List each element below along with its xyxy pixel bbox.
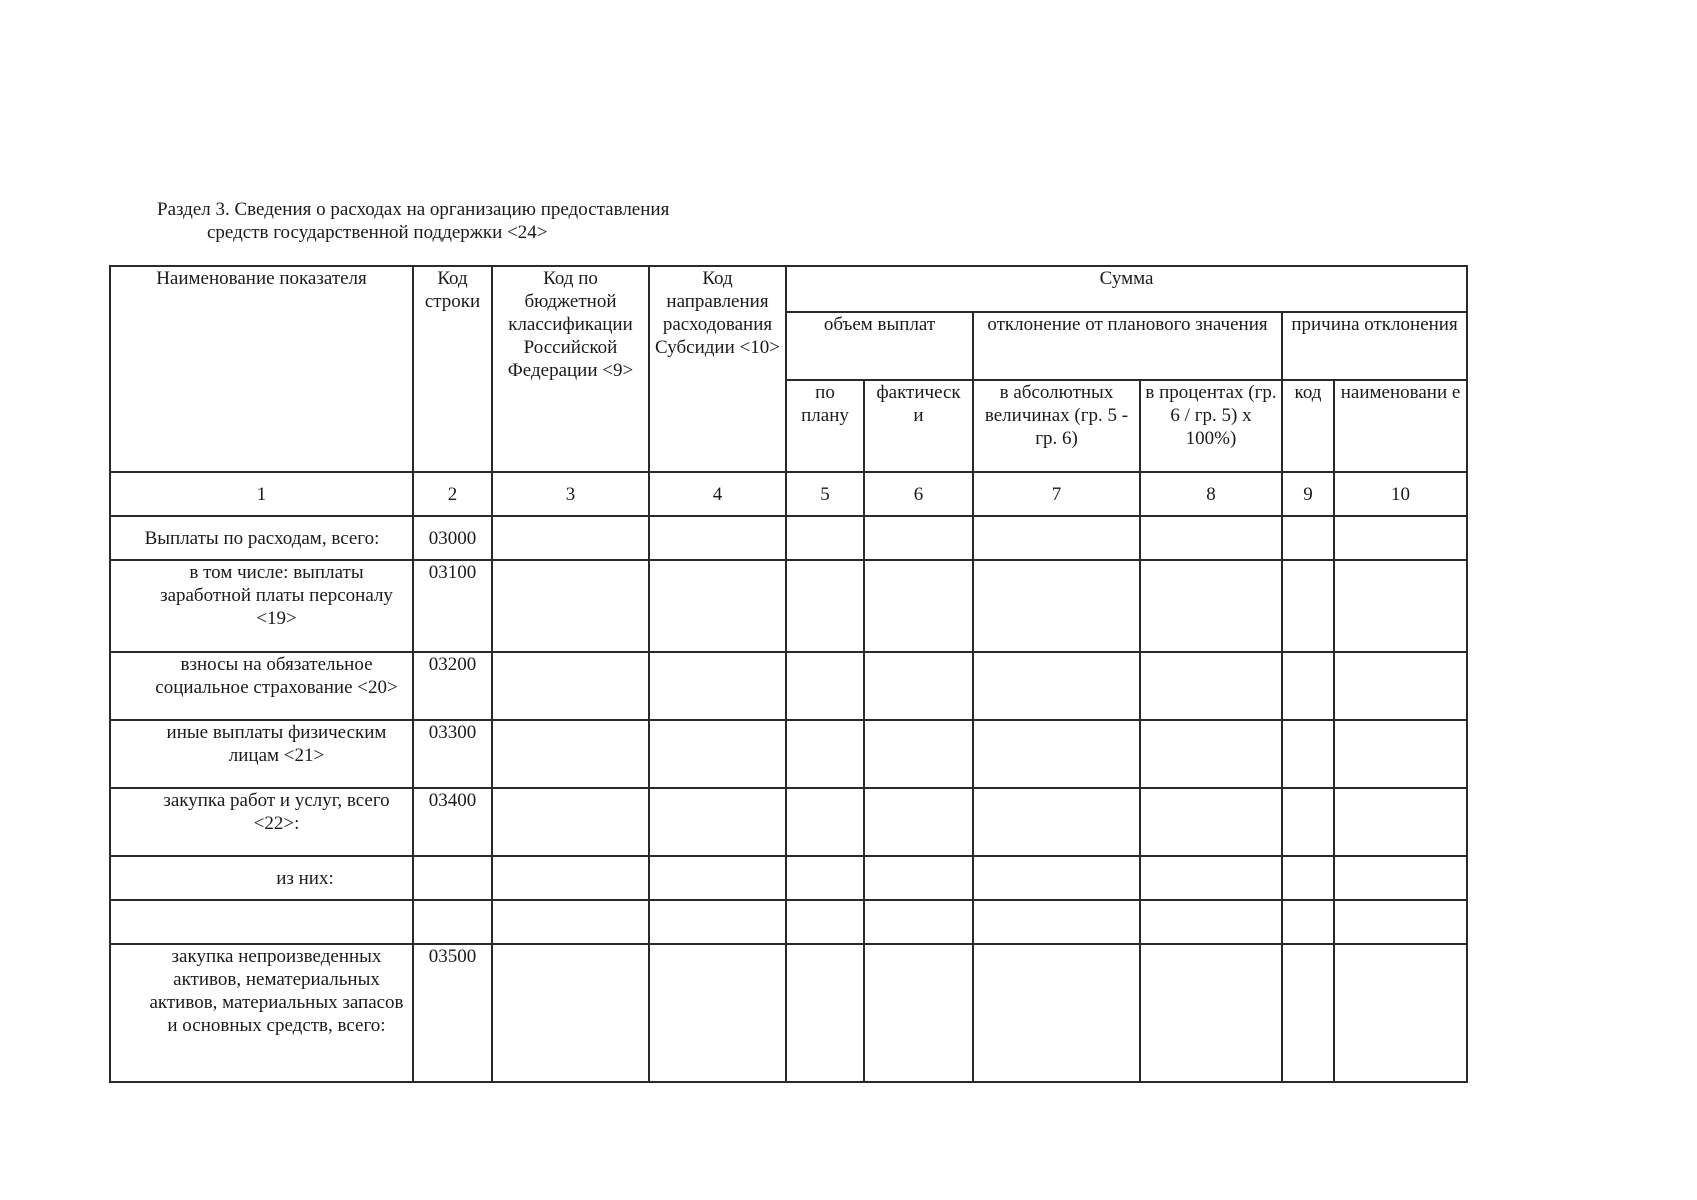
row-code	[413, 900, 492, 944]
data-cell	[864, 560, 973, 652]
data-cell	[864, 900, 973, 944]
header-absolute: в абсолютных величинах (гр. 5 - гр. 6)	[973, 380, 1140, 472]
row-code: 03500	[413, 944, 492, 1082]
header-payments-volume: объем выплат	[786, 312, 973, 380]
data-cell	[1140, 900, 1282, 944]
header-indicator-name: Наименование показателя	[110, 266, 413, 472]
data-cell	[492, 944, 649, 1082]
data-cell	[973, 788, 1140, 856]
header-deviation-from-plan: отклонение от планового значения	[973, 312, 1282, 380]
data-cell	[973, 720, 1140, 788]
data-cell	[786, 944, 864, 1082]
data-cell	[973, 516, 1140, 560]
data-cell	[864, 720, 973, 788]
data-cell	[1334, 788, 1467, 856]
data-cell	[649, 652, 786, 720]
column-number: 2	[413, 472, 492, 516]
column-number: 4	[649, 472, 786, 516]
data-cell	[973, 856, 1140, 900]
data-cell	[786, 560, 864, 652]
data-cell	[786, 516, 864, 560]
data-cell	[1282, 788, 1334, 856]
data-cell	[1282, 900, 1334, 944]
column-number: 1	[110, 472, 413, 516]
row-name: в том числе: выплаты заработной платы персоналу <19>	[110, 560, 413, 652]
header-sum: Сумма	[786, 266, 1467, 312]
data-cell	[649, 856, 786, 900]
data-cell	[1140, 788, 1282, 856]
row-code	[413, 856, 492, 900]
data-cell	[1282, 856, 1334, 900]
data-cell	[786, 900, 864, 944]
data-cell	[492, 560, 649, 652]
row-name	[110, 900, 413, 944]
data-cell	[1282, 652, 1334, 720]
data-cell	[1334, 516, 1467, 560]
data-cell	[1282, 720, 1334, 788]
section-title-line1: Раздел 3. Сведения о расходах на организацию предоставления	[157, 199, 670, 220]
data-cell	[1140, 560, 1282, 652]
row-code: 03400	[413, 788, 492, 856]
header-deviation-reason: причина отклонения	[1282, 312, 1467, 380]
column-number: 8	[1140, 472, 1282, 516]
data-cell	[1140, 856, 1282, 900]
table-row	[110, 900, 1467, 944]
data-cell	[492, 856, 649, 900]
table-row	[110, 560, 1467, 652]
data-cell	[1334, 900, 1467, 944]
data-cell	[1334, 652, 1467, 720]
row-code: 03100	[413, 560, 492, 652]
table-row	[110, 944, 1467, 1082]
header-reason-code: код	[1282, 380, 1334, 472]
data-cell	[649, 720, 786, 788]
row-name: закупка непроизведенных активов, нематериальных активов, материальных запасов и основных средств, всего:	[110, 944, 413, 1082]
data-cell	[1140, 516, 1282, 560]
data-cell	[649, 560, 786, 652]
data-cell	[649, 944, 786, 1082]
row-name: Выплаты по расходам, всего:	[110, 516, 413, 560]
table-row	[110, 788, 1467, 856]
column-number: 6	[864, 472, 973, 516]
header-reason-name: наименовани е	[1334, 380, 1467, 472]
data-cell	[786, 856, 864, 900]
data-cell	[973, 652, 1140, 720]
data-cell	[1334, 856, 1467, 900]
data-cell	[864, 652, 973, 720]
table-row	[110, 516, 1467, 560]
row-code: 03300	[413, 720, 492, 788]
data-cell	[1282, 516, 1334, 560]
table-row	[110, 652, 1467, 720]
data-cell	[1334, 720, 1467, 788]
data-cell	[973, 560, 1140, 652]
data-cell	[492, 900, 649, 944]
table-row	[110, 720, 1467, 788]
data-cell	[1334, 560, 1467, 652]
row-code: 03200	[413, 652, 492, 720]
header-by-plan: по плану	[786, 380, 864, 472]
data-cell	[492, 720, 649, 788]
data-cell	[864, 516, 973, 560]
row-name: из них:	[110, 856, 413, 900]
data-cell	[1282, 944, 1334, 1082]
column-number-row	[110, 472, 1467, 516]
data-cell	[973, 900, 1140, 944]
column-number: 7	[973, 472, 1140, 516]
data-cell	[649, 516, 786, 560]
table-row	[110, 856, 1467, 900]
column-number: 10	[1334, 472, 1467, 516]
data-cell	[1334, 944, 1467, 1082]
row-name: взносы на обязательное социальное страхование <20>	[110, 652, 413, 720]
data-cell	[864, 944, 973, 1082]
data-cell	[786, 720, 864, 788]
data-cell	[492, 516, 649, 560]
data-cell	[973, 944, 1140, 1082]
header-percent: в процентах (гр. 6 / гр. 5) x 100%)	[1140, 380, 1282, 472]
row-code: 03000	[413, 516, 492, 560]
row-name: иные выплаты физическим лицам <21>	[110, 720, 413, 788]
header-actual: фактическ и	[864, 380, 973, 472]
header-row-code: Код строки	[413, 266, 492, 472]
data-cell	[649, 788, 786, 856]
section-title	[157, 198, 669, 244]
header-budget-code: Код по бюджетной классификации Российской Федерации <9>	[492, 266, 649, 472]
data-cell	[1140, 720, 1282, 788]
data-cell	[786, 788, 864, 856]
data-cell	[1140, 944, 1282, 1082]
data-cell	[649, 900, 786, 944]
column-number: 3	[492, 472, 649, 516]
data-cell	[864, 856, 973, 900]
row-name: закупка работ и услуг, всего <22>:	[110, 788, 413, 856]
column-number: 5	[786, 472, 864, 516]
column-number: 9	[1282, 472, 1334, 516]
data-cell	[492, 788, 649, 856]
header-subsidy-direction-code: Код направления расходования Субсидии <10>	[649, 266, 786, 472]
section-title-line2: средств государственной поддержки <24>	[207, 222, 548, 243]
data-cell	[864, 788, 973, 856]
data-cell	[492, 652, 649, 720]
data-cell	[1282, 560, 1334, 652]
data-cell	[786, 652, 864, 720]
expenses-table	[109, 265, 1468, 1083]
data-cell	[1140, 652, 1282, 720]
